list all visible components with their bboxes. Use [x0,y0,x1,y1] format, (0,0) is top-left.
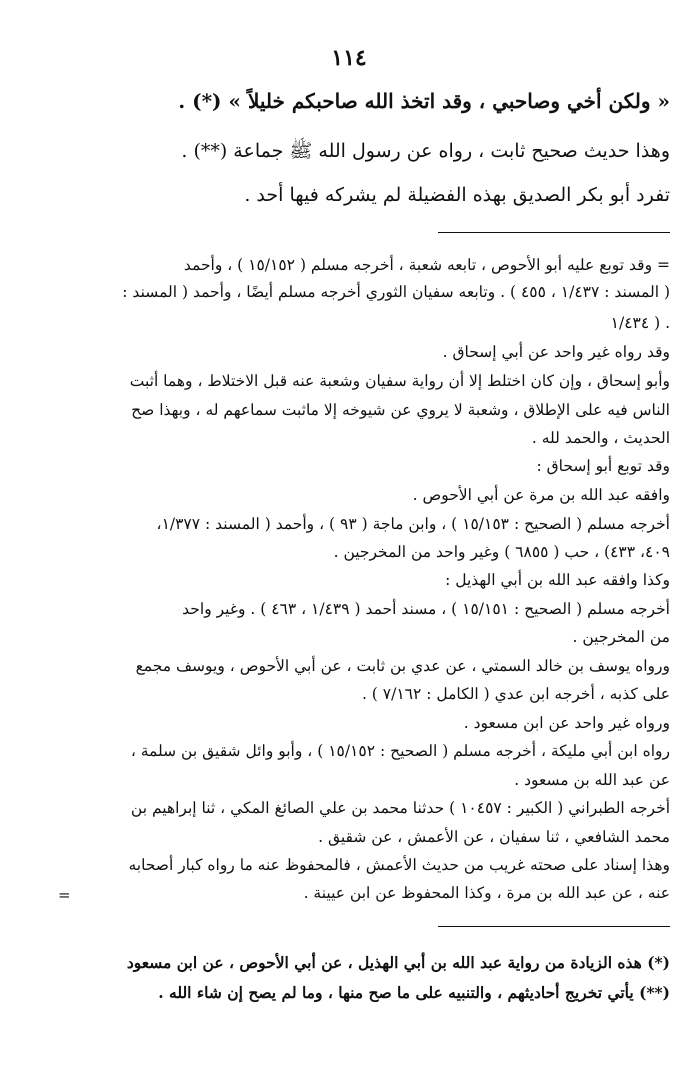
continuation-mark: = [58,886,71,904]
footnote-line: الناس فيه على الإطلاق ، وشعبة لا يروي عن شيوخه إلا ماثبت سماعهم له ، وبهذا صح [131,401,670,419]
footnote-line: عن عبد الله بن مسعود . [514,771,670,789]
footnote-line: وقد رواه غير واحد عن أبي إسحاق . [442,343,670,361]
footnote-line: أخرجه الطبراني ( الكبير : ١٠٤٥٧ ) حدثنا محمد بن علي الصائغ المكي ، ثنا إبراهيم بن [130,799,670,817]
footnote-line: وأبو إسحاق ، وإن كان اختلط إلا أن رواية سفيان وشعبة عنه قبل الاختلاط ، وهما أثبت [129,372,670,390]
note-line-double-star: (**) يأتي تخريج أحاديثهم ، والتنبيه على ما صح منها ، وما لم يصح إن شاء الله . [158,983,670,1002]
footnote-line: وقد توبع أبو إسحاق : [536,457,670,475]
footnote-line: ورواه يوسف بن خالد السمتي ، عن عدي بن ثابت ، عن أبي الأحوص ، ويوسف مجمع [135,657,670,675]
footnote-line: ( المسند : ١/٤٣٧ ، ٤٥٥ ) . وتابعه سفيان الثوري أخرجه مسلم أيضًا ، وأحمد ( المسند : [122,283,670,301]
footnote-line: ٤٠٩، ٤٣٣) ، حب ( ٦٨٥٥ ) وغير واحد من المخرجين . [333,543,670,561]
main-text-line: وهذا حديث صحيح ثابت ، رواه عن رسول الله ﷺ جماعة (**) . [181,140,670,162]
footnote-line: وكذا وافقه عبد الله بن أبي الهذيل : [445,571,670,589]
note-line-single-star: (*) هذه الزيادة من رواية عبد الله بن أبي الهذيل ، عن أبي الأحوص ، عن ابن مسعود [126,953,670,972]
notes-separator [438,926,670,927]
hadith-quote-line: « ولكن أخي وصاحبي ، وقد اتخذ الله صاحبكم خليلاً » (*) . [178,89,670,113]
footnote-line: أخرجه مسلم ( الصحيح : ١٥/١٥١ ) ، مسند أحمد ( ١/٤٣٩ ، ٤٦٣ ) . وغير واحد [182,600,670,618]
footnote-line: الحديث ، والحمد لله . [531,429,670,447]
footnote-line: = وقد توبع عليه أبو الأحوص ، تابعه شعبة ، أخرجه مسلم ( ١٥/١٥٢ ) ، وأحمد [183,256,670,274]
footnote-line: عنه ، عن عبد الله بن مرة ، وكذا المحفوظ عن ابن عيينة . [303,884,670,902]
footnote-line: أخرجه مسلم ( الصحيح : ١٥/١٥٣ ) ، وابن ماجة ( ٩٣ ) ، وأحمد ( المسند : ١/٣٧٧، [156,515,670,533]
main-text-line: تفرد أبو بكر الصديق بهذه الفضيلة لم يشركه فيها أحد . [244,184,670,206]
footnote-line: على كذبه ، أخرجه ابن عدي ( الكامل : ٧/١٦٢ ) . [361,685,670,703]
footnote-line: وهذا إسناد على صحته غريب من حديث الأعمش ، فالمحفوظ عنه ما رواه كبار أصحابه [128,856,670,874]
footnote-line: وافقه عبد الله بن مرة عن أبي الأحوص . [412,486,670,504]
footnote-line: محمد الشافعي ، ثنا سفيان ، عن الأعمش ، عن شقيق . [318,828,670,846]
footnote-separator [438,232,670,233]
page-number: ١١٤ [331,45,367,71]
footnote-line: رواه ابن أبي مليكة ، أخرجه مسلم ( الصحيح : ١٥/١٥٢ ) ، وأبو وائل شقيق بن سلمة ، [130,742,670,760]
footnote-line: من المخرجين . [572,628,670,646]
footnote-line: ورواه غير واحد عن ابن مسعود . [463,714,670,732]
footnote-line: ١/٤٣٤ ) . [610,314,670,332]
